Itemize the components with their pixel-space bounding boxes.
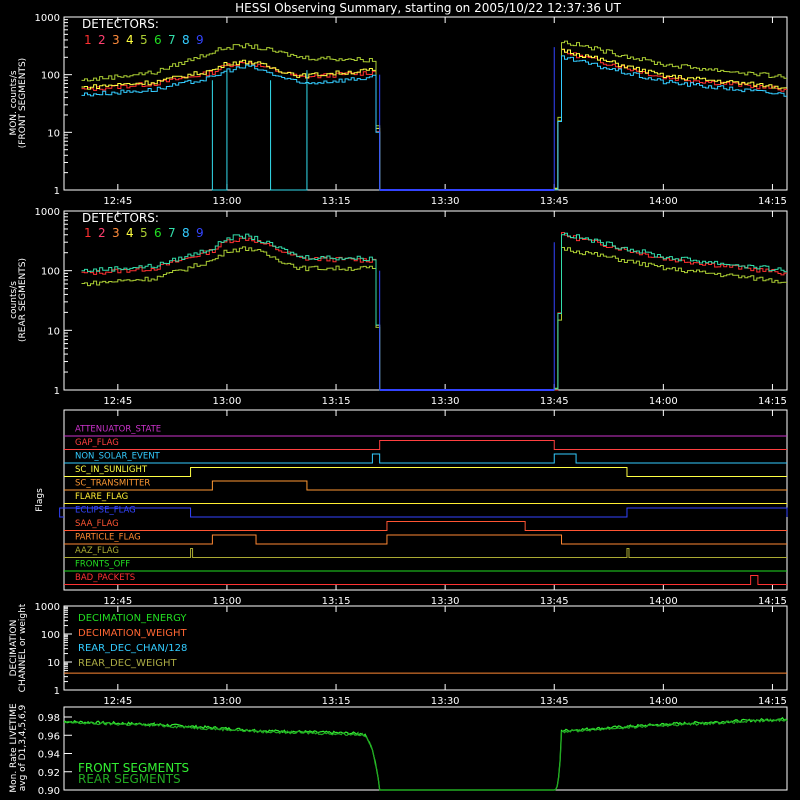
y-tick-label: 1000 [34, 207, 60, 218]
detector-legend-digit: 3 [112, 226, 120, 240]
detector-legend-digit: 2 [98, 226, 106, 240]
flags-panel-frame [64, 410, 787, 590]
flags-ylabel: Flags [35, 488, 45, 512]
flag-line-saa_flag [64, 522, 787, 531]
x-tick-label: 13:30 [430, 196, 460, 207]
front-series-group [82, 41, 788, 190]
x-tick-label: 13:30 [430, 396, 460, 407]
x-tick-label: 14:15 [758, 196, 787, 207]
rate-series-5 [82, 247, 788, 390]
x-tick-label: 13:00 [212, 396, 242, 407]
flag-label-saa_flag: SAA_FLAG [75, 519, 119, 529]
figure-title: HESSI Observing Summary, starting on 2005/10/22 12:37:36 UT [235, 1, 621, 15]
y-tick-label: 10 [47, 128, 60, 140]
flag-line-particle_flag [64, 532, 787, 544]
detector-legend-digit: 7 [168, 33, 176, 47]
x-tick-label: 14:15 [758, 396, 787, 407]
x-tick-label: 13:45 [539, 696, 569, 707]
front-detector-legend [84, 33, 204, 47]
detector-legend-digit: 2 [98, 33, 106, 47]
y-tick-label: 100 [40, 70, 60, 82]
flag-line-gap_flag [64, 441, 787, 450]
x-tick-label: 14:00 [648, 196, 678, 207]
decimation-legend-item: REAR_DEC_CHAN/128 [78, 643, 188, 654]
detector-legend-digit: 5 [140, 33, 148, 47]
y-tick-label: 1000 [34, 13, 60, 24]
front-legend-title: DETECTORS: [82, 17, 159, 31]
y-tick-label: 0.90 [37, 786, 60, 797]
x-tick-label: 13:00 [212, 696, 242, 707]
livetime-ylabel2: avg of D1,3,4,5,6,9 [18, 704, 28, 792]
flag-label-non_solar_event: NON_SOLAR_EVENT [75, 451, 160, 462]
flag-line-eclipse_flag [60, 505, 787, 517]
detector-legend-digit: 6 [154, 33, 162, 47]
y-tick-label: 0.94 [37, 749, 60, 761]
detector-legend-digit: 1 [84, 33, 92, 47]
y-tick-label: 1 [53, 186, 60, 197]
decimation-ylabel: DECIMATION [9, 619, 19, 677]
x-tick-label: 13:15 [321, 396, 351, 407]
flag-line-sc_transmitter [64, 478, 787, 490]
rear-legend-title: DETECTORS: [82, 211, 159, 225]
x-tick-label: 13:15 [321, 196, 351, 207]
x-tick-label: 13:15 [321, 596, 351, 607]
livetime-legend-item: FRONT SEGMENTS [78, 761, 190, 775]
x-tick-label: 12:45 [103, 196, 133, 207]
x-tick-label: 14:00 [648, 596, 678, 607]
livetime-ylabel: Mon. Rate LIVETIME [9, 703, 19, 793]
y-tick-label: 1 [53, 686, 60, 697]
flag-label-fronts_off: FRONTS_OFF [75, 559, 131, 570]
y-tick-label: 0.92 [37, 767, 60, 779]
flag-line-non_solar_event [64, 451, 787, 463]
y-tick-label: 100 [40, 630, 60, 641]
y-tick-label: 0.98 [37, 713, 60, 724]
x-tick-label: 13:00 [212, 596, 242, 607]
rate-series-1 [82, 50, 788, 190]
livetime-legend [78, 761, 189, 786]
y-tick-label: 100 [40, 266, 60, 278]
detector-legend-digit: 5 [140, 226, 148, 240]
y-tick-label: 0.96 [37, 731, 60, 743]
decimation-legend [78, 613, 187, 669]
front-ylabel: MON. counts/s [9, 70, 19, 136]
x-tick-label: 13:45 [539, 596, 569, 607]
flag-label-aaz_flag: AAZ_FLAG [75, 546, 120, 556]
detector-8-dropout [271, 70, 307, 190]
y-tick-label: 10 [47, 326, 60, 338]
detector-legend-digit: 4 [126, 226, 134, 240]
x-tick-label: 12:45 [103, 596, 133, 607]
axis-ticks [35, 13, 787, 797]
flags-group [60, 425, 787, 585]
decimation-legend-item: REAR_DEC_WEIGHT [78, 658, 177, 669]
front-ylabel2: (FRONT SEGMENTS) [18, 57, 28, 149]
detector-legend-digit: 9 [196, 226, 204, 240]
flag-line-bad_packets [64, 576, 787, 585]
detector-8-dropout [212, 70, 227, 190]
detector-legend-digit: 8 [182, 33, 190, 47]
decimation-legend-item: DECIMATION_WEIGHT [78, 628, 187, 639]
decimation-legend-item: DECIMATION_ENERGY [78, 613, 187, 624]
x-tick-label: 14:15 [758, 596, 787, 607]
x-tick-label: 14:00 [648, 396, 678, 407]
x-tick-label: 13:00 [212, 196, 242, 207]
detector-legend-digit: 1 [84, 226, 92, 240]
rear-series-group [82, 233, 788, 390]
rate-series-5 [82, 41, 788, 190]
y-tick-label: 1 [53, 386, 60, 397]
decimation-ylabel2: CHANNEL or weight [18, 603, 28, 693]
x-tick-label: 13:30 [430, 696, 460, 707]
detector-legend-digit: 4 [126, 33, 134, 47]
flag-label-eclipse_flag: ECLIPSE_FLAG [75, 505, 136, 516]
y-tick-label: 10 [47, 658, 60, 669]
rear-detector-legend [84, 226, 204, 240]
detector-legend-digit: 7 [168, 226, 176, 240]
x-tick-label: 12:45 [103, 396, 133, 407]
flag-label-bad_packets: BAD_PACKETS [75, 573, 136, 583]
flag-line-aaz_flag [64, 549, 787, 558]
x-tick-label: 13:45 [539, 196, 569, 207]
detector-legend-digit: 8 [182, 226, 190, 240]
flag-label-attenuator_state: ATTENUATOR_STATE [75, 424, 162, 435]
x-tick-label: 13:15 [321, 696, 351, 707]
flag-line-sc_in_sunlight [64, 468, 787, 477]
rear-ylabel2: (REAR SEGMENTS) [18, 257, 28, 343]
flag-label-flare_flag: FLARE_FLAG [75, 492, 129, 502]
rear-ylabel: counts/s [9, 281, 19, 319]
x-tick-label: 13:45 [539, 396, 569, 407]
detector-legend-digit: 3 [112, 33, 120, 47]
flag-label-particle_flag: PARTICLE_FLAG [75, 532, 141, 543]
x-tick-label: 13:30 [430, 596, 460, 607]
flag-label-gap_flag: GAP_FLAG [75, 438, 119, 448]
rate-series-7 [82, 233, 788, 390]
x-tick-label: 14:00 [648, 696, 678, 707]
flag-label-sc_transmitter: SC_TRANSMITTER [75, 478, 151, 489]
flag-label-sc_in_sunlight: SC_IN_SUNLIGHT [75, 465, 148, 475]
livetime-legend-item: REAR SEGMENTS [78, 772, 181, 786]
x-tick-label: 14:15 [758, 696, 787, 707]
detector-legend-digit: 6 [154, 226, 162, 240]
detector-legend-digit: 9 [196, 33, 204, 47]
rate-series-4 [82, 49, 788, 190]
x-tick-label: 12:45 [103, 696, 133, 707]
y-tick-label: 1000 [34, 602, 60, 613]
